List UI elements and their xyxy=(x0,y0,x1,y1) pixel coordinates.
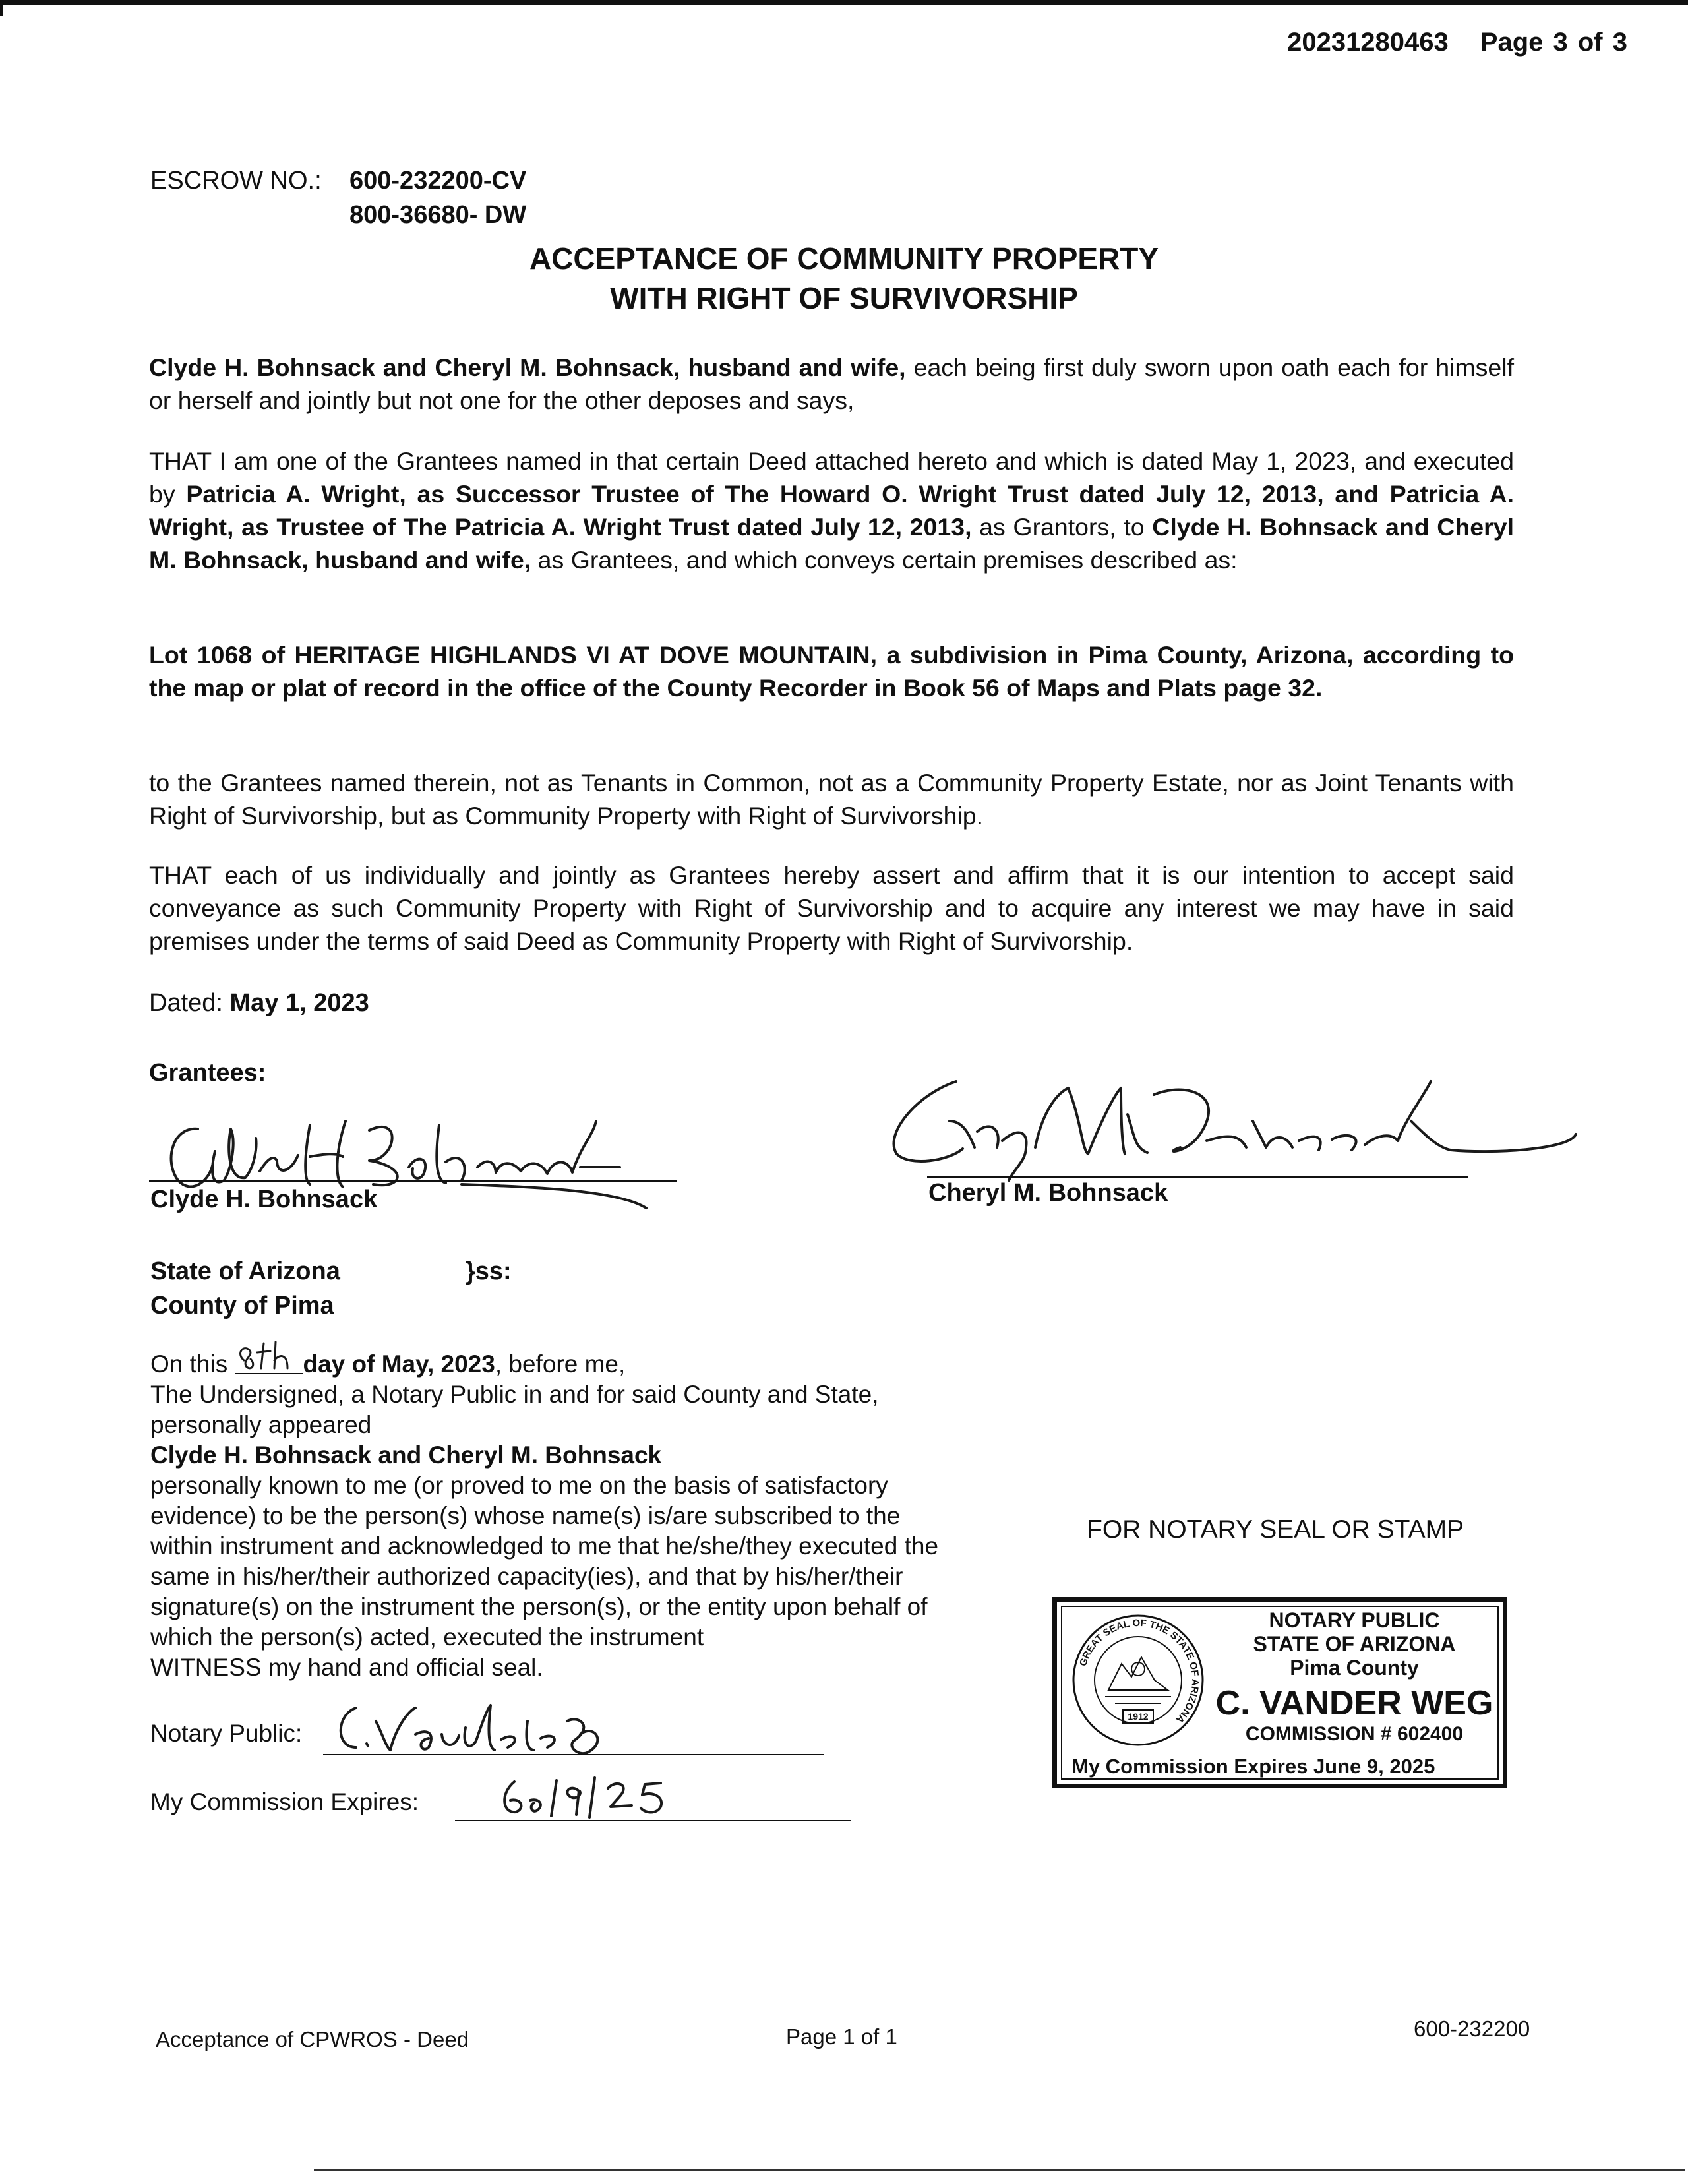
notary-signature xyxy=(330,1695,633,1761)
signature-line-clyde xyxy=(149,1180,677,1182)
affiant-names: Clyde H. Bohnsack and Cheryl M. Bohnsack, husband and wife, xyxy=(149,353,906,381)
dated-label: Dated: xyxy=(149,989,223,1017)
commission-expires-line xyxy=(455,1820,851,1821)
notary-body-line-5: signature(s) on the instrument the person(s), or the entity upon behalf of xyxy=(150,1593,928,1620)
stamp-line-3: Pima County xyxy=(1290,1656,1419,1680)
stamp-commission-number: COMMISSION # 602400 xyxy=(1245,1723,1464,1745)
on-this-text: On this xyxy=(150,1350,228,1378)
notary-date-line xyxy=(150,1349,1060,1380)
notary-public-label: Notary Public: xyxy=(150,1720,303,1747)
stamp-line-2: STATE OF ARIZONA xyxy=(1253,1632,1456,1656)
notary-stamp xyxy=(1052,1597,1507,1788)
notary-signature-line xyxy=(323,1754,824,1755)
legal-description: Lot 1068 of HERITAGE HIGHLANDS VI AT DOVE MOUNTAIN, a subdivision in Pima County, Arizona, according to the map or plat of record in the office of the County Recorder in Book 56 of Maps and Plats page 32. xyxy=(149,641,1514,702)
title-line-2: WITH RIGHT OF SURVIVORSHIP xyxy=(610,281,1078,315)
commission-expires-handwritten xyxy=(496,1774,680,1820)
tenancy-paragraph: to the Grantees named therein, not as Tenants in Common, not as a Community Property Estate, nor as Joint Tenants with Right of Survivorship, but as Community Property with Right of Survivorship. xyxy=(149,769,1514,830)
grantees-label: Grantees: xyxy=(149,1059,266,1087)
venue-state: State of Arizona xyxy=(150,1258,340,1285)
deed-text-e: as Grantees, and which conveys certain premises described as: xyxy=(531,546,1238,574)
title-line-1: ACCEPTANCE OF COMMUNITY PROPERTY xyxy=(529,241,1159,276)
notary-body-line-7: WITNESS my hand and official seal. xyxy=(150,1654,543,1681)
deed-text-c: as Grantors, to xyxy=(971,513,1153,541)
notary-body-line-2: evidence) to be the person(s) whose name(s) is/are subscribed to the xyxy=(150,1502,901,1529)
stamp-notary-name: C. VANDER WEG xyxy=(1215,1684,1493,1722)
notary-body-line-6: which the person(s) acted, executed the instrument xyxy=(150,1623,704,1651)
footer-file-number: 600-232200 xyxy=(1414,2017,1530,2041)
signer-name-clyde: Clyde H. Bohnsack xyxy=(150,1186,378,1213)
notary-acknowledgment xyxy=(150,1349,1060,1683)
grantors-names: Patricia A. Wright, as Successor Trustee of The Howard O. Wright Trust dated July 12, 2013, and Patricia A. Wright, as Trustee of The Patricia A. Wright Trust dated July 12, 2013, xyxy=(149,480,1514,541)
notary-body-line-1: personally known to me (or proved to me on the basis of satisfactory xyxy=(150,1472,888,1499)
stamp-line-1: NOTARY PUBLIC xyxy=(1269,1608,1440,1632)
seal-year: 1912 xyxy=(1128,1711,1149,1722)
seal-ring-text: GREAT SEAL OF THE STATE OF ARIZONA xyxy=(1077,1617,1201,1726)
day-handwriting-icon xyxy=(235,1341,301,1372)
signature-cheryl xyxy=(894,1081,1576,1180)
notary-body-line-4: same in his/her/their authorized capacity(ies), and that by his/her/their xyxy=(150,1563,903,1590)
page-indicator: Page 3 of 3 xyxy=(1480,28,1627,57)
venue-ss: }ss: xyxy=(466,1258,512,1285)
notary-body-line-3: within instrument and acknowledged to me that he/she/they executed the xyxy=(150,1532,939,1560)
venue-county: County of Pima xyxy=(150,1292,334,1320)
affirmation-paragraph: THAT each of us individually and jointly as Grantees hereby assert and affirm that it is our intention to accept said conveyance as such Community Property with Right of Survivorship and to acquire any interest we may have in said premises under the terms of said Deed as Community Property with Right of Survivorship. xyxy=(149,861,1514,955)
signer-name-cheryl: Cheryl M. Bohnsack xyxy=(928,1179,1168,1207)
notary-appeared-names: Clyde H. Bohnsack and Cheryl M. Bohnsack xyxy=(150,1441,662,1469)
day-of-text: day of May, 2023 xyxy=(303,1350,495,1378)
seal-placeholder-label: FOR NOTARY SEAL OR STAMP xyxy=(1087,1515,1464,1544)
stamp-expiration: My Commission Expires June 9, 2025 xyxy=(1071,1755,1435,1778)
bottom-border xyxy=(314,2169,1685,2171)
day-handwritten xyxy=(235,1349,303,1374)
footer-doc-name: Acceptance of CPWROS - Deed xyxy=(156,2027,469,2051)
footer-page: Page 1 of 1 xyxy=(786,2024,897,2049)
grantees-names: Clyde H. Bohnsack and Cheryl M. Bohnsack, husband and wife, xyxy=(149,513,1514,574)
affiant-text: each being first duly sworn upon oath each for himself or herself and jointly but not one for the other deposes and says, xyxy=(149,353,1514,414)
escrow-number-2: 800-36680- DW xyxy=(349,201,527,229)
notary-line-2: The Undersigned, a Notary Public in and for said County and State, xyxy=(150,1381,879,1408)
venue-block xyxy=(150,1254,512,1323)
before-me-text: , before me, xyxy=(495,1350,626,1378)
arizona-seal-icon xyxy=(1069,1611,1207,1749)
escrow-number-1: 600-232200-CV xyxy=(349,167,527,195)
escrow-label: ESCROW NO.: xyxy=(150,167,322,195)
commission-expires-label: My Commission Expires: xyxy=(150,1788,419,1815)
dated-value: May 1, 2023 xyxy=(229,989,369,1017)
recording-number: 20231280463 xyxy=(1287,28,1449,57)
signature-line-cheryl xyxy=(927,1176,1468,1178)
stamp-text-block xyxy=(1213,1608,1496,1745)
notary-line-3: personally appeared xyxy=(150,1411,372,1438)
deed-text-a: THAT I am one of the Grantees named in that certain Deed attached hereto and which is dated May 1, 2023, and executed by xyxy=(149,447,1514,508)
